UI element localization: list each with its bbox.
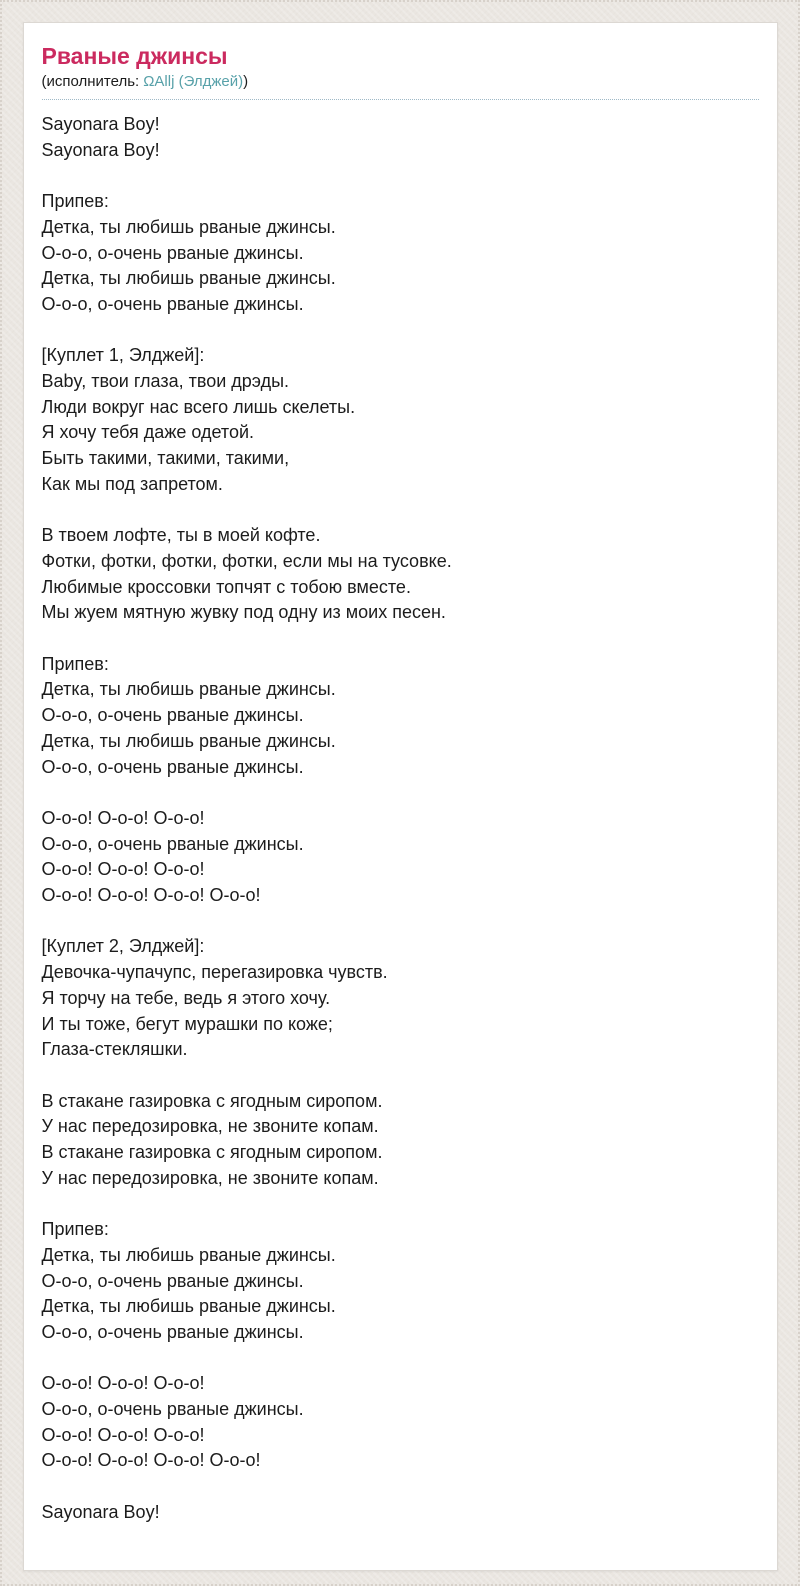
stanza: [42, 1217, 759, 1346]
lyrics-line: Sayonara Boy!: [41, 1501, 160, 1522]
lyrics-line: Люди вокруг нас всего лишь скелеты.: [41, 396, 356, 417]
lyrics-line: О-о-о, о-очень рваные джинсы.: [41, 1399, 304, 1420]
lyrics-line: В стакане газировка с ягодным сиропом.: [41, 1090, 383, 1111]
stanza: [42, 1371, 759, 1474]
lyrics-line: О-о-о, о-очень рваные джинсы.: [41, 833, 304, 854]
lyrics-line: У нас передозировка, не звоните копам.: [41, 1116, 379, 1137]
lyrics-line: Я хочу тебя даже одетой.: [41, 422, 255, 443]
lyrics-line: О-о-о! О-о-о! О-о-о!: [41, 807, 205, 828]
stanza: [42, 1089, 759, 1192]
lyrics-line: Мы жуем мятную жувку под одну из моих песен.: [41, 602, 446, 623]
song-header: [42, 43, 759, 100]
lyrics-line: Sayonara Boy!: [41, 139, 160, 160]
lyrics-line: Детка, ты любишь рваные джинсы.: [41, 679, 336, 700]
stanza: [42, 343, 759, 497]
lyrics-line: Sayonara Boy!: [41, 114, 160, 134]
lyrics-line: Припев:: [41, 1219, 109, 1240]
lyrics-line: Глаза-стекляшки.: [41, 1039, 188, 1060]
stanza: [42, 652, 759, 781]
lyrics-line: И ты тоже, бегут мурашки по коже;: [41, 1013, 333, 1034]
lyrics-line: О-о-о, о-очень рваные джинсы.: [41, 242, 304, 263]
lyrics-line: Детка, ты любишь рваные джинсы.: [41, 268, 336, 289]
lyrics-line: [Куплет 2, Элджей]:: [41, 936, 205, 957]
lyrics-line: В стакане газировка с ягодным сиропом.: [41, 1142, 383, 1163]
artist-link[interactable]: ΩAllj (Элджей): [143, 73, 244, 90]
lyrics-line: Припев:: [41, 191, 109, 212]
lyrics-line: Как мы под запретом.: [41, 473, 223, 494]
lyrics-line: О-о-о! О-о-о! О-о-о!: [41, 1424, 205, 1445]
artist-label: (исполнитель:: [41, 73, 140, 90]
lyrics-line: Фотки, фотки, фотки, фотки, если мы на тусовке.: [41, 550, 452, 571]
lyrics-line: О-о-о! О-о-о! О-о-о! О-о-о!: [41, 885, 261, 906]
lyrics-line: О-о-о, о-очень рваные джинсы.: [41, 293, 304, 314]
lyrics-line: Припев:: [41, 653, 109, 674]
lyrics-line: Baby, твои глаза, твои дрэды.: [41, 371, 290, 391]
lyrics-line: Быть такими, такими, такими,: [41, 448, 290, 469]
lyrics-line: О-о-о, о-очень рваные джинсы.: [41, 1270, 304, 1291]
song-title: Рваные джинсы: [41, 43, 228, 69]
stanza: [42, 189, 759, 318]
lyrics-line: О-о-о, о-очень рваные джинсы.: [41, 1321, 304, 1342]
stanza: [42, 523, 759, 626]
stanza: [42, 112, 759, 163]
artist-line: [42, 72, 759, 100]
artist-close-paren: ): [243, 73, 249, 90]
lyrics-line: О-о-о! О-о-о! О-о-о! О-о-о!: [41, 1450, 261, 1471]
lyrics-line: Я торчу на тебе, ведь я этого хочу.: [41, 987, 331, 1008]
lyrics-card: [23, 22, 778, 1571]
lyrics-text: [42, 112, 759, 1526]
lyrics-line: Детка, ты любишь рваные джинсы.: [41, 1244, 336, 1265]
lyrics-line: [Куплет 1, Элджей]:: [41, 345, 205, 366]
lyrics-line: Детка, ты любишь рваные джинсы.: [41, 1296, 336, 1317]
lyrics-line: О-о-о! О-о-о! О-о-о!: [41, 1373, 205, 1394]
stanza: [42, 806, 759, 909]
lyrics-line: У нас передозировка, не звоните копам.: [41, 1167, 379, 1188]
lyrics-line: Детка, ты любишь рваные джинсы.: [41, 730, 336, 751]
lyrics-line: О-о-о, о-очень рваные джинсы.: [41, 756, 304, 777]
lyrics-line: О-о-о, о-очень рваные джинсы.: [41, 705, 304, 726]
lyrics-line: Любимые кроссовки топчят с тобою вместе.: [41, 576, 411, 597]
lyrics-line: Девочка-чупачупс, перегазировка чувств.: [41, 962, 388, 983]
stanza: [42, 934, 759, 1063]
lyrics-line: Детка, ты любишь рваные джинсы.: [41, 216, 336, 237]
lyrics-line: В твоем лофте, ты в моей кофте.: [41, 525, 321, 546]
lyrics-line: О-о-о! О-о-о! О-о-о!: [41, 859, 205, 880]
stanza: [42, 1500, 759, 1526]
